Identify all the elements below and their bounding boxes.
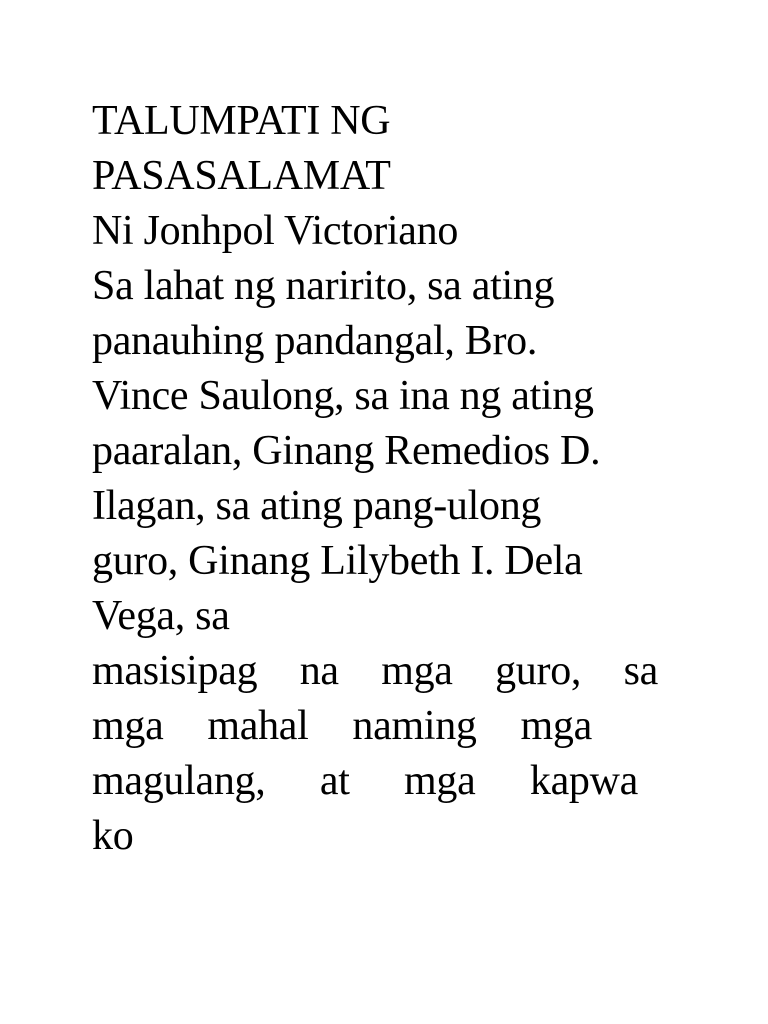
justified-line-3	[92, 754, 638, 809]
body-line: Vince Saulong, sa ina ng ating	[92, 373, 594, 419]
word: sa	[623, 648, 658, 694]
title-line-2: PASASALAMAT	[92, 153, 391, 199]
justified-line-2	[92, 699, 592, 754]
body-line: Ilagan, sa ating pang-ulong	[92, 483, 542, 529]
word: mga	[92, 703, 164, 749]
word: masisipag	[92, 648, 258, 694]
body-line: paaralan, Ginang Remedios D.	[92, 428, 601, 474]
author-line: Ni Jonhpol Victoriano	[92, 208, 459, 254]
body-line: Vega, sa	[92, 593, 230, 639]
word: mga	[381, 648, 453, 694]
body-line: guro, Ginang Lilybeth I. Dela	[92, 538, 583, 584]
title-line-1: TALUMPATI NG	[92, 98, 391, 144]
last-line: ko	[92, 813, 134, 859]
word: mga	[404, 758, 476, 804]
word: guro,	[495, 648, 582, 694]
word: mahal	[207, 703, 309, 749]
word: na	[299, 648, 339, 694]
word: mga	[520, 703, 592, 749]
speech-text	[92, 94, 662, 864]
body-line: Sa lahat ng naririto, sa ating	[92, 263, 555, 309]
word: kapwa	[529, 758, 638, 804]
word: magulang,	[92, 758, 266, 804]
word: at	[319, 758, 350, 804]
body-line: panauhing pandangal, Bro.	[92, 318, 538, 364]
justified-line-1	[92, 644, 658, 699]
word: naming	[352, 703, 477, 749]
